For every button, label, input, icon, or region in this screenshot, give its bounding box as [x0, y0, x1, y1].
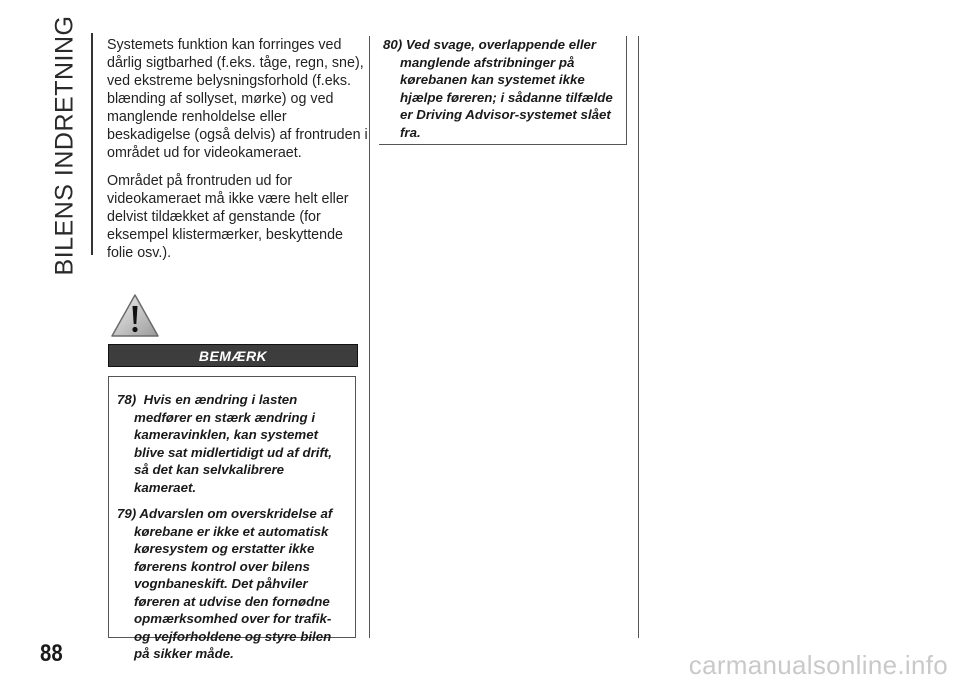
section-title: BILENS INDRETNING: [50, 15, 79, 275]
body-column: [107, 36, 369, 272]
warning-triangle-icon: [110, 293, 160, 339]
column-divider: [369, 36, 370, 638]
note-item: 78) Hvis en ændring i lasten medfører en stærk ændring i kameravinklen, kan systemet blive sat midlertidigt ud af drift, så det kan selvkalibrere kameraet.: [117, 392, 332, 495]
page-number: 88: [40, 640, 63, 667]
warning-header: BEMÆRK: [108, 344, 358, 367]
note-item: 80) Ved svage, overlappende eller manglende afstribninger på kørebanen kan systemet ikke hjælpe føreren; i sådanne tilfælde er Driving Advisor-systemet slået fra.: [383, 37, 613, 140]
section-divider: [91, 33, 93, 255]
watermark: carmanualsonline.info: [688, 650, 948, 680]
note-item: 79) Advarslen om overskridelse af kørebane er ikke et automatisk køresystem og erstatter ikke førerens kontrol over bilens vognbaneskift. Det påhviler føreren at udvise den fornødne opmærksomhed over for trafik- og vejforholdene og styre bilen på sikker måde.: [117, 506, 333, 661]
right-notes-box: [379, 36, 627, 145]
column-divider: [638, 36, 639, 638]
warning-notes-box: [108, 376, 356, 661]
body-paragraph: Området på frontruden ud for videokameraet må ikke være helt eller delvist tildækket af genstande (for eksempel klistermærker, beskyttende folie osv.).: [107, 173, 349, 261]
body-paragraph: Systemets funktion kan forringes ved dårlig sigtbarhed (f.eks. tåge, regn, sne), ved ekstreme belysningsforhold (f.eks. blænding af sollyset, mørke) og ved manglende renholdelse eller beskadigelse (også delvis) af frontruden i området ud for videokameraet.: [107, 37, 368, 161]
